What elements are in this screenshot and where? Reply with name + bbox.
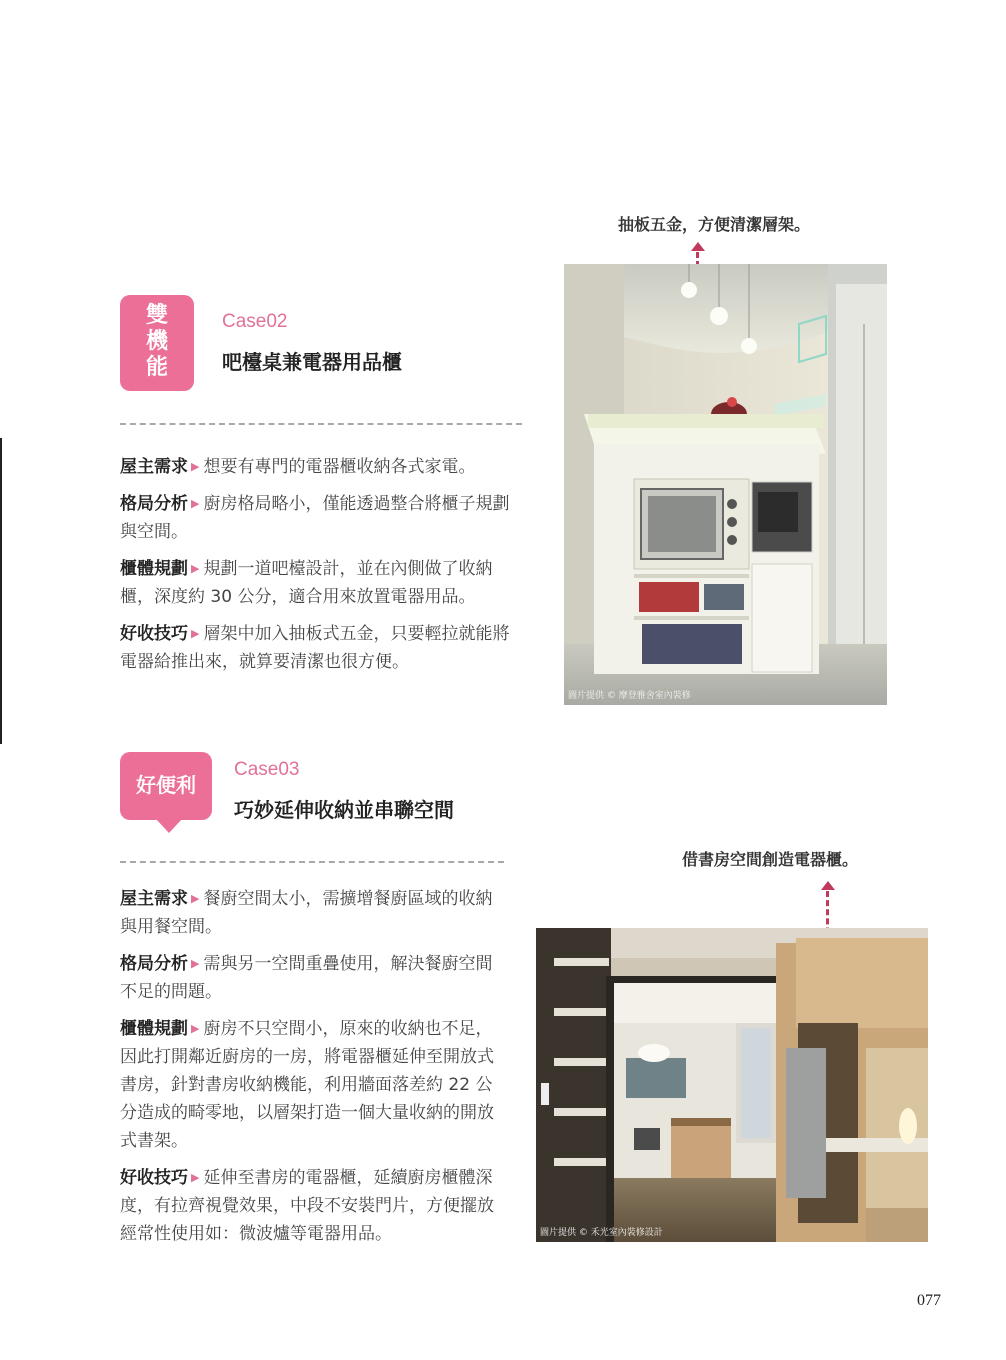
triangle-icon: ▶	[191, 497, 200, 510]
case03-para	[120, 885, 506, 941]
arrow-up-icon	[821, 881, 835, 890]
para-text: 需與另一空間重疊使用，解決餐廚空間不足的問題。	[120, 954, 493, 1002]
para-text: 餐廚空間太小，需擴增餐廚區域的收納與用餐空間。	[120, 889, 493, 937]
triangle-icon: ▶	[191, 460, 200, 473]
para-text: 想要有專門的電器櫃收納各式家電。	[203, 457, 476, 477]
photo-credit: 圖片提供 © 禾光室內裝修設計	[540, 1228, 663, 1238]
study-kitchen-photo	[536, 928, 928, 1242]
triangle-icon: ▶	[191, 1171, 200, 1184]
triangle-icon: ▶	[191, 562, 200, 575]
arrow-up-icon	[691, 242, 705, 251]
kitchen-bar-photo	[564, 264, 887, 705]
para-key: 格局分析	[120, 494, 188, 514]
para-key: 櫃體規劃	[120, 1019, 188, 1039]
para-key: 格局分析	[120, 954, 188, 974]
para-text: 層架中加入抽板式五金，只要輕拉就能將電器給推出來，就算要清潔也很方便。	[120, 624, 510, 672]
para-text: 延伸至書房的電器櫃，延續廚房櫃體深度，有拉齊視覺效果，中段不安裝門片，方便擺放經常性使用如：微波爐等電器用品。	[120, 1168, 494, 1244]
para-text: 規劃一道吧檯設計，並在內側做了收納櫃，深度約 30 公分，適合用來放置電器用品。	[120, 559, 493, 607]
triangle-icon: ▶	[191, 957, 200, 970]
case03-body	[120, 885, 506, 1248]
para-key: 好收技巧	[120, 624, 188, 644]
badge-char: 雙	[145, 303, 168, 328]
case03-para	[120, 1015, 506, 1155]
case02-para	[120, 453, 520, 481]
case03-para	[120, 1164, 506, 1248]
badge-dual-function	[120, 295, 194, 391]
photo-credit: 圖片提供 © 摩登雅舍室內裝修	[568, 691, 691, 701]
badge-pointer	[156, 819, 182, 833]
badge-text: 好便利	[136, 773, 196, 797]
case03-title: 巧妙延伸收納並串聯空間	[234, 798, 454, 822]
case03-para	[120, 950, 506, 1006]
triangle-icon: ▶	[191, 892, 200, 905]
case02-label: Case02	[222, 311, 288, 332]
case02-para	[120, 555, 520, 611]
case03-label: Case03	[234, 759, 300, 780]
para-key: 屋主需求	[120, 457, 188, 477]
badge-convenient	[120, 752, 212, 820]
para-text: 廚房格局略小，僅能透過整合將櫃子規劃與空間。	[120, 494, 510, 542]
triangle-icon: ▶	[191, 627, 200, 640]
page-number: 077	[917, 1292, 941, 1309]
para-text: 廚房不只空間小，原來的收納也不足，因此打開鄰近廚房的一房，將電器櫃延伸至開放式書房，針對書房收納機能，利用牆面落差約 22 公分造成的畸零地，以層架打造一個大量收納的開放式書架。	[120, 1019, 494, 1151]
case02-title: 吧檯桌兼電器用品櫃	[222, 350, 402, 374]
section-divider	[120, 423, 522, 425]
case02-para	[120, 620, 520, 676]
case02-callout: 抽板五金，方便清潔層架。	[618, 215, 811, 234]
case03-callout: 借書房空間創造電器櫃。	[682, 850, 859, 869]
margin-rule	[0, 438, 2, 744]
badge-char: 能	[145, 355, 168, 380]
case02-body	[120, 453, 520, 676]
case02-para	[120, 490, 520, 546]
para-key: 櫃體規劃	[120, 559, 188, 579]
para-key: 好收技巧	[120, 1168, 188, 1188]
triangle-icon: ▶	[191, 1022, 200, 1035]
section-divider	[120, 861, 504, 863]
badge-char: 機	[145, 329, 168, 354]
para-key: 屋主需求	[120, 889, 188, 909]
